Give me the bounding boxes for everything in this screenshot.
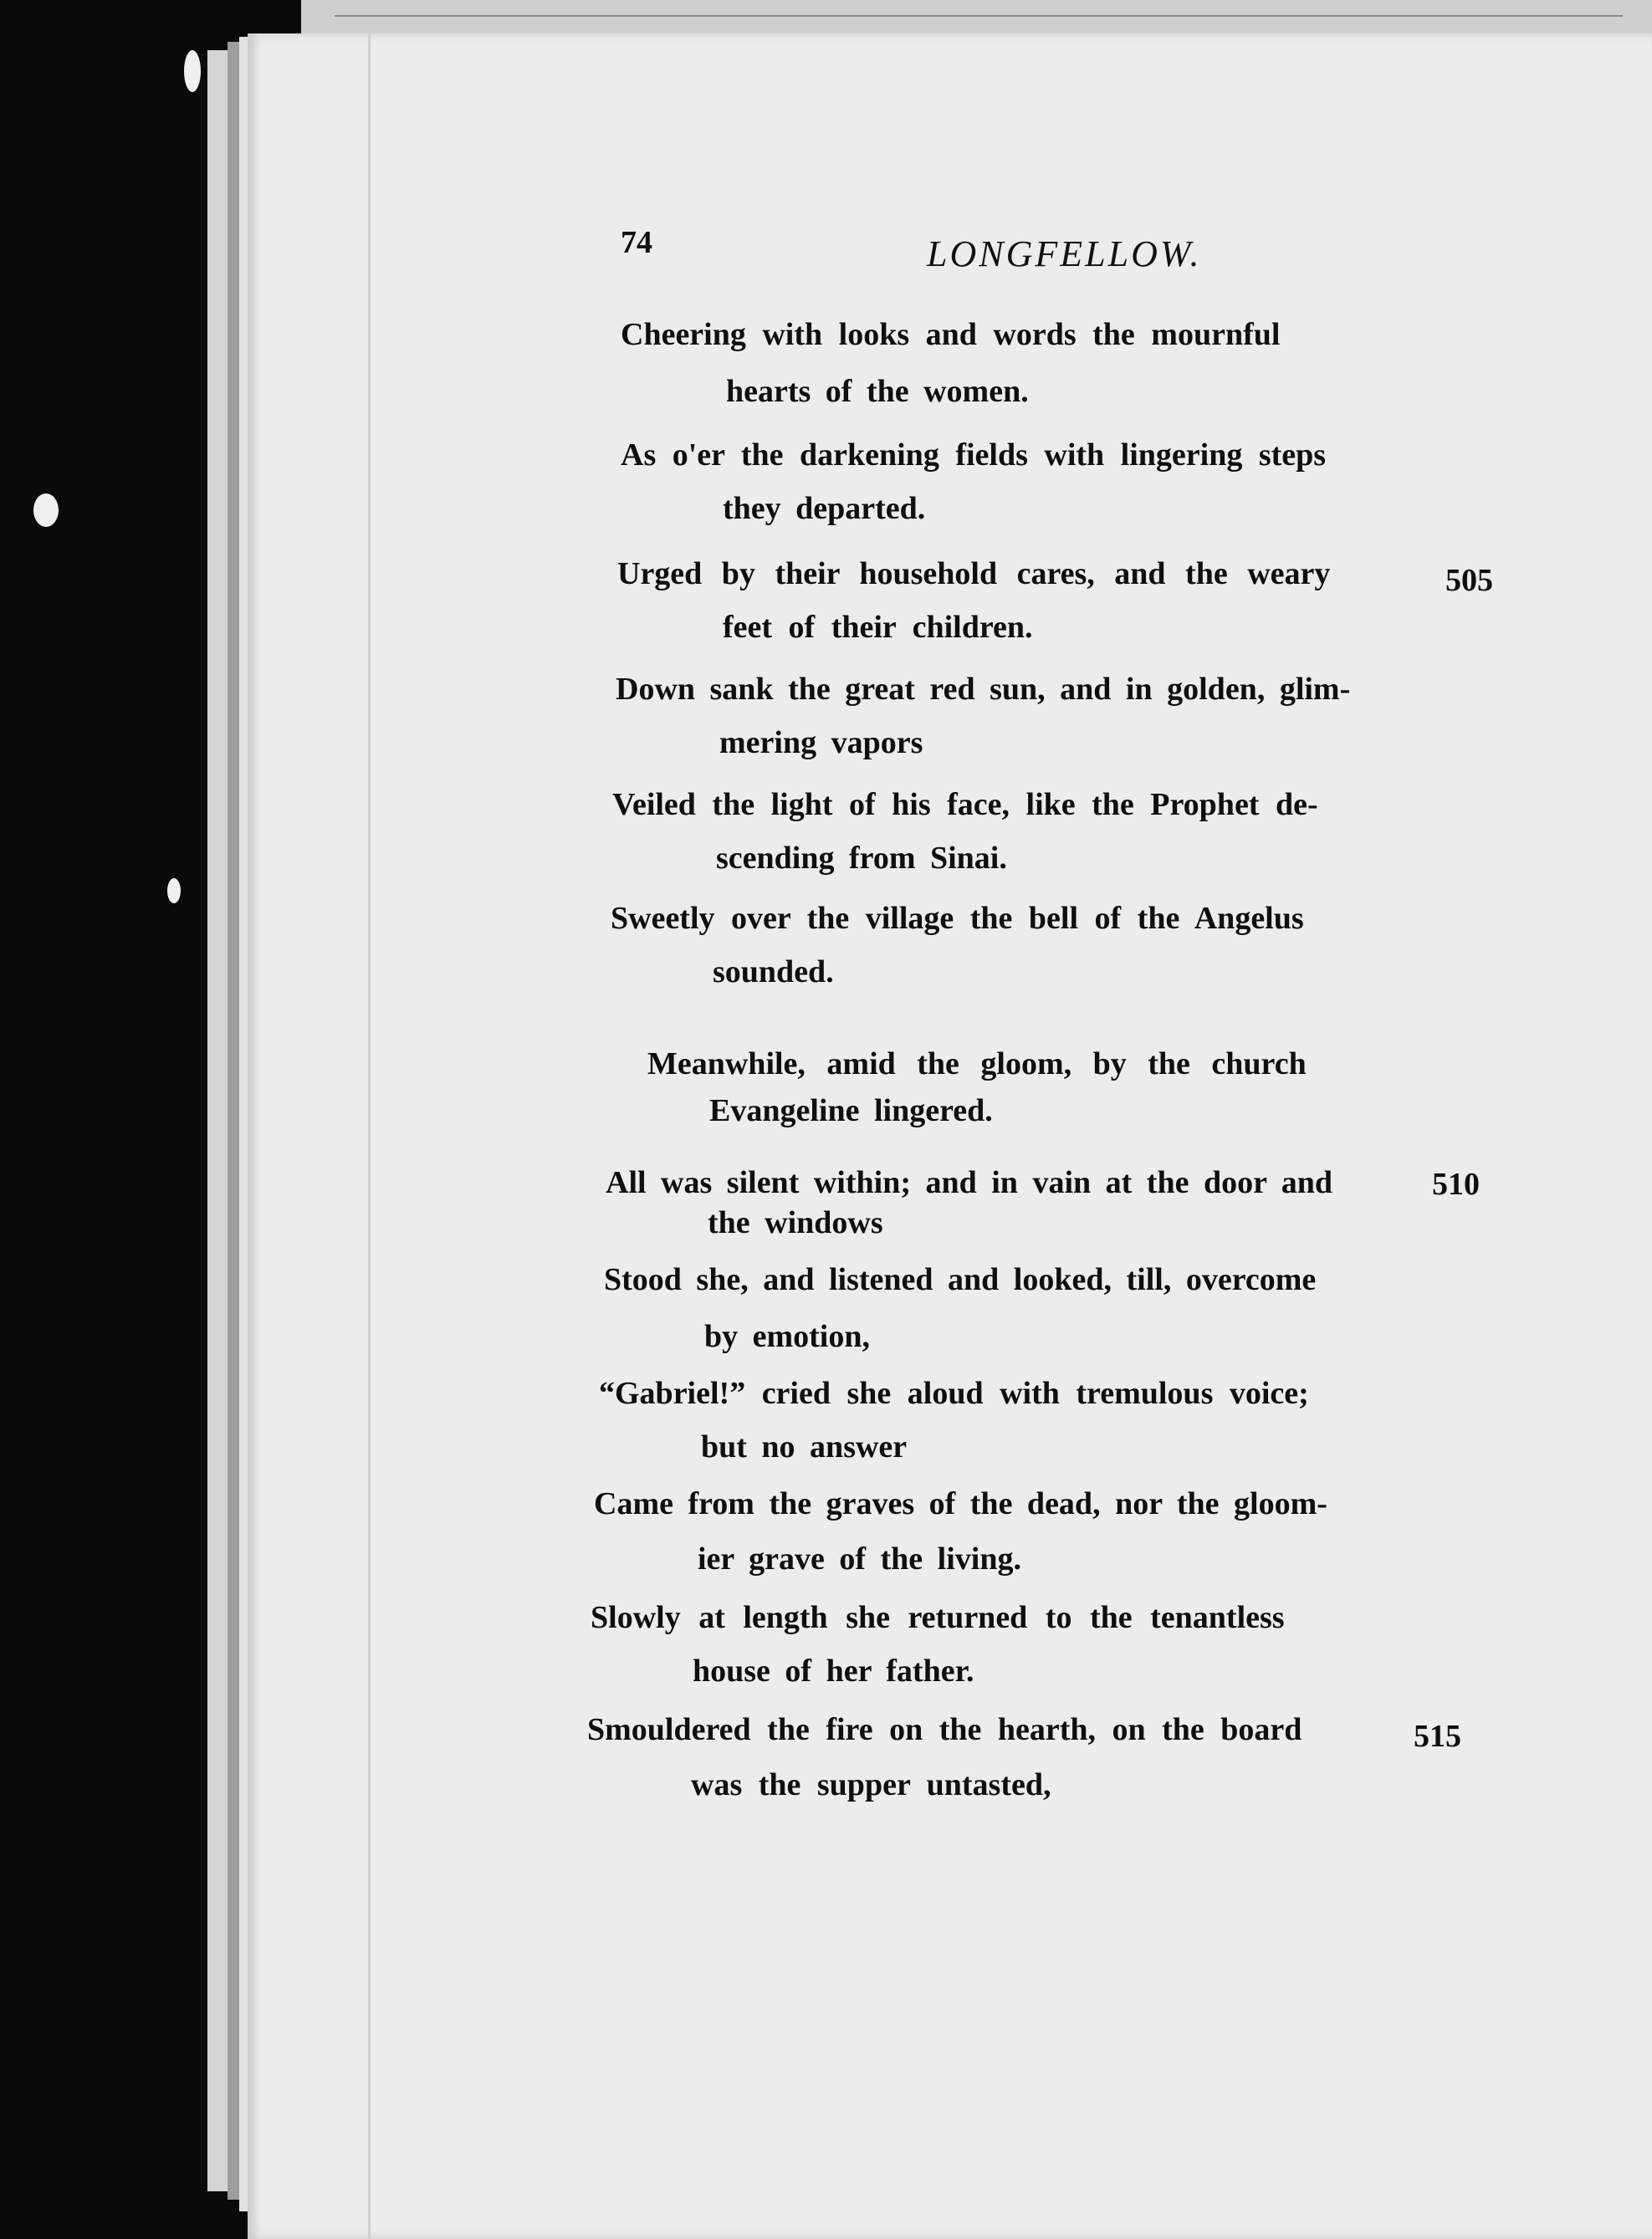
verse-line: Smouldered the fire on the hearth, on the board <box>587 1712 1302 1747</box>
verse-line-continuation: hearts of the women. <box>726 374 1029 409</box>
verse-line: Cheering with looks and words the mournful <box>621 317 1281 352</box>
scan-speck <box>184 50 201 92</box>
verse-line-continuation: mering vapors <box>719 725 923 760</box>
verse-line: Veiled the light of his face, like the Prophet de- <box>612 787 1318 822</box>
verse-line-continuation: Evangeline lingered. <box>709 1093 993 1128</box>
page-edge <box>239 37 248 2211</box>
page-gutter <box>368 33 371 2239</box>
book-page <box>248 33 1652 2239</box>
verse-line: Stood she, and listened and looked, till, overcome <box>604 1262 1317 1297</box>
verse-line-continuation: the windows <box>708 1205 883 1240</box>
scan-speck <box>167 878 181 903</box>
verse-line: Urged by their household cares, and the weary <box>617 556 1331 591</box>
line-number: 505 <box>1445 563 1493 598</box>
verse-line: “Gabriel!” cried she aloud with tremulous voice; <box>599 1376 1309 1411</box>
verse-line: Meanwhile, amid the gloom, by the church <box>647 1046 1307 1081</box>
verse-line-continuation: house of her father. <box>693 1654 974 1689</box>
verse-line-continuation: but no answer <box>701 1429 908 1465</box>
verse-line: Down sank the great red sun, and in golden, glim- <box>616 672 1351 707</box>
verse-line: As o'er the darkening fields with lingering steps <box>621 437 1327 473</box>
verse-line-continuation: sounded. <box>713 954 834 989</box>
verse-line-continuation: scending from Sinai. <box>716 841 1007 876</box>
verse-line-continuation: by emotion, <box>704 1319 870 1354</box>
verse-line: All was silent within; and in vain at the door and <box>606 1165 1333 1200</box>
verse-line-continuation: feet of their children. <box>723 610 1033 645</box>
page-header: LONGFELLOW. <box>927 233 1202 274</box>
scan-speck <box>33 493 59 527</box>
page-number: 74 <box>621 225 652 260</box>
page-edge <box>228 42 239 2200</box>
verse-line-continuation: ier grave of the living. <box>698 1541 1021 1577</box>
verse-line: Sweetly over the village the bell of the Angelus <box>611 901 1304 936</box>
page-edge <box>207 50 228 2191</box>
verse-line: Came from the graves of the dead, nor the gloom- <box>594 1486 1327 1521</box>
line-number: 510 <box>1432 1167 1480 1202</box>
line-number: 515 <box>1414 1719 1461 1754</box>
verse-line-continuation: they departed. <box>723 491 926 526</box>
verse-line: Slowly at length she returned to the tenantless <box>591 1600 1285 1635</box>
verse-line-continuation: was the supper untasted, <box>691 1767 1051 1802</box>
top-page-rule <box>335 15 1623 17</box>
